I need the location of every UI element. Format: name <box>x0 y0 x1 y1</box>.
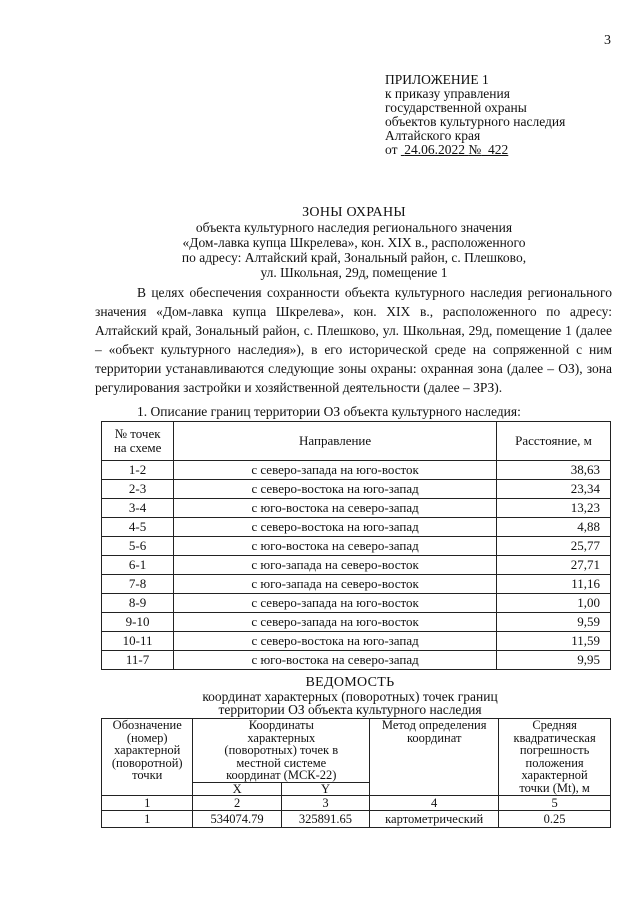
title-line: по адресу: Алтайский край, Зональный район, с. Плешково, <box>181 250 527 265</box>
cell-distance: 9,95 <box>497 651 611 670</box>
cell-distance: 9,59 <box>497 613 611 632</box>
table-row <box>102 594 611 613</box>
cell-points: 11-7 <box>102 651 174 670</box>
cell-method: картометрический <box>370 811 499 828</box>
table-row <box>102 613 611 632</box>
cell-distance: 25,77 <box>497 537 611 556</box>
body-paragraph: В целях обеспечения сохранности объекта культурного наследия регионального значения «Дом-лавка купца Шкрелева», кон. XIX в., расположенного по адресу: Алтайский край, Зональный район, с. Плешково, ул. Школьная, 29д, помещение 1 (далее – «объект культурного наследия»), в его исторической среде на сопряженной с ним территории устанавливаются следующие зоны охраны: охранная зона (далее – ОЗ), зона регулирования застройки и хозяйственной деятельности (далее – ЗРЗ). <box>95 285 612 395</box>
table-row <box>102 575 611 594</box>
cell-y: 325891.65 <box>281 811 369 828</box>
cell-error: 0.25 <box>499 811 611 828</box>
cell-x: 534074.79 <box>193 811 281 828</box>
title-line: ул. Школьная, 29д, помещение 1 <box>260 265 448 280</box>
order-date: 24.06.2022 № 422 <box>404 142 509 157</box>
cell-points: 9-10 <box>102 613 174 632</box>
cell-distance: 27,71 <box>497 556 611 575</box>
column-number: 3 <box>281 796 369 811</box>
cell-direction: с юго-востока на северо-запад <box>174 651 497 670</box>
cell-points: 2-3 <box>102 480 174 499</box>
table-row <box>102 461 611 480</box>
cell-direction: с северо-востока на юго-запад <box>174 632 497 651</box>
appendix-date-line <box>385 143 565 157</box>
document-title <box>100 205 608 280</box>
appendix-header <box>385 73 565 157</box>
coords-header-row <box>102 719 611 783</box>
header-error: Средняя квадратическая погрешность положения характерной точки (Mt), м <box>499 719 611 796</box>
cell-distance: 23,34 <box>497 480 611 499</box>
page-number: 3 <box>604 33 611 48</box>
header-distance: Расстояние, м <box>497 422 611 461</box>
table-row <box>102 480 611 499</box>
cell-points: 5-6 <box>102 537 174 556</box>
cell-direction: с юго-запада на северо-восток <box>174 556 497 575</box>
cell-distance: 4,88 <box>497 518 611 537</box>
section-caption: 1. Описание границ территории ОЗ объекта культурного наследия: <box>137 404 521 419</box>
appendix-line: к приказу управления <box>385 86 510 101</box>
cell-direction: с северо-запада на юго-восток <box>174 461 497 480</box>
cell-direction: с северо-востока на юго-запад <box>174 518 497 537</box>
vedomost-title <box>120 676 580 717</box>
cell-point: 1 <box>102 811 193 828</box>
table-row <box>102 632 611 651</box>
header-x: X <box>193 782 281 796</box>
cell-direction: с северо-запада на юго-восток <box>174 613 497 632</box>
date-prefix: от <box>385 142 398 157</box>
appendix-title: ПРИЛОЖЕНИЕ 1 <box>385 72 489 87</box>
vedomost-line: координат характерных (поворотных) точек границ <box>202 688 498 704</box>
header-y: Y <box>281 782 369 796</box>
appendix-line: Алтайского края <box>385 128 481 143</box>
cell-distance: 11,59 <box>497 632 611 651</box>
table-row <box>102 499 611 518</box>
column-number: 4 <box>370 796 499 811</box>
table-row <box>102 518 611 537</box>
cell-points: 1-2 <box>102 461 174 480</box>
cell-direction: с юго-востока на северо-запад <box>174 499 497 518</box>
cell-points: 7-8 <box>102 575 174 594</box>
coords-column-numbers <box>102 796 611 811</box>
vedomost-main: ВЕДОМОСТЬ <box>305 675 395 690</box>
header-coordinates: Координаты характерных (поворотных) точек в местной системе координат (МСК-22) <box>193 719 370 783</box>
cell-direction: с северо-востока на юго-запад <box>174 480 497 499</box>
title-main: ЗОНЫ ОХРАНЫ <box>302 205 406 220</box>
cell-direction: с юго-востока на северо-запад <box>174 537 497 556</box>
cell-points: 6-1 <box>102 556 174 575</box>
appendix-line: объектов культурного наследия <box>385 114 566 129</box>
header-direction: Направление <box>174 422 497 461</box>
cell-distance: 38,63 <box>497 461 611 480</box>
coordinates-table <box>101 718 611 828</box>
header-method: Метод определения координат <box>370 719 499 796</box>
table-row <box>102 556 611 575</box>
table-row <box>102 651 611 670</box>
cell-points: 3-4 <box>102 499 174 518</box>
cell-points: 4-5 <box>102 518 174 537</box>
cell-distance: 11,16 <box>497 575 611 594</box>
body-text <box>95 283 612 397</box>
cell-distance: 13,23 <box>497 499 611 518</box>
column-number: 1 <box>102 796 193 811</box>
title-line: объекта культурного наследия регионального значения <box>195 220 513 235</box>
title-line: «Дом-лавка купца Шкрелева», кон. XIX в., расположенного <box>182 235 526 250</box>
table-header-row <box>102 422 611 461</box>
vedomost-line: территории ОЗ объекта культурного наследия <box>218 702 482 717</box>
cell-points: 10-11 <box>102 632 174 651</box>
appendix-line: государственной охраны <box>385 100 527 115</box>
cell-points: 8-9 <box>102 594 174 613</box>
cell-direction: с юго-запада на северо-восток <box>174 575 497 594</box>
cell-direction: с северо-запада на юго-восток <box>174 594 497 613</box>
header-points: № точек на схеме <box>102 422 174 461</box>
column-number: 5 <box>499 796 611 811</box>
zone-boundary-table <box>101 421 611 670</box>
table-row <box>102 537 611 556</box>
cell-distance: 1,00 <box>497 594 611 613</box>
column-number: 2 <box>193 796 281 811</box>
header-designation: Обозначение (номер) характерной (поворотной) точки <box>102 719 193 796</box>
table-row <box>102 811 611 828</box>
